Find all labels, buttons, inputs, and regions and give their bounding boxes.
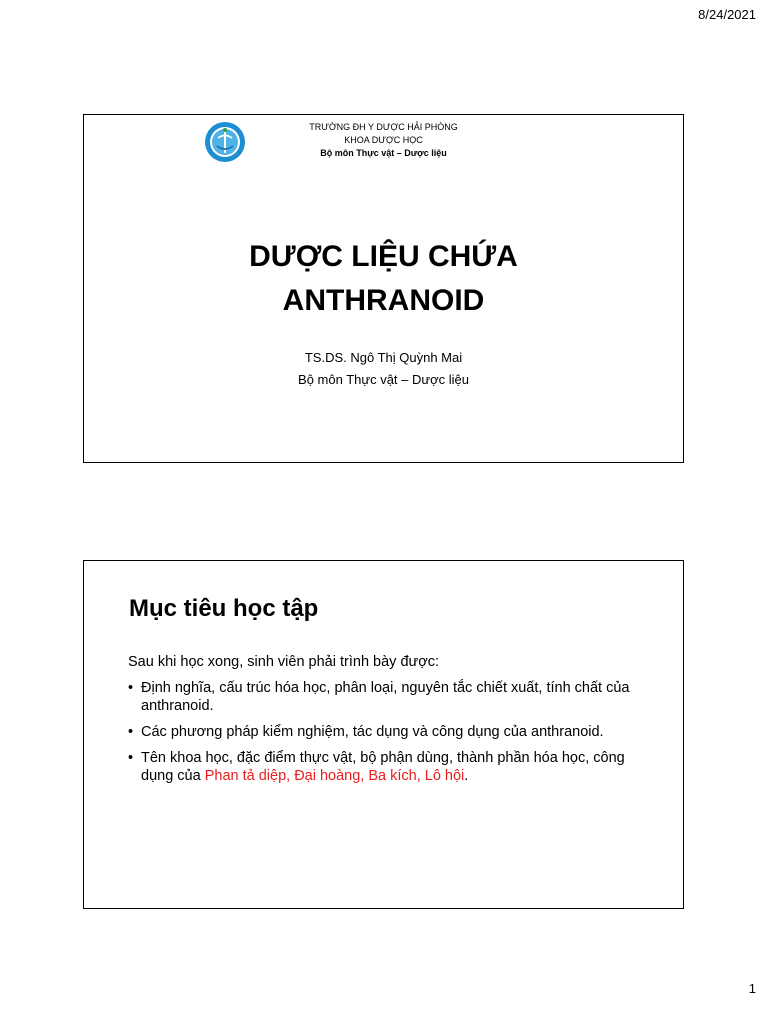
title-slide — [83, 114, 684, 463]
page-date: 8/24/2021 — [698, 7, 756, 22]
university-name: TRƯỜNG ĐH Y DƯỢC HẢI PHÒNG — [309, 122, 458, 132]
bullet-mark: • — [128, 680, 134, 696]
bullet-text: Các phương pháp kiểm nghiệm, tác dụng và công dụng của anthranoid. — [141, 724, 604, 740]
highlighted-herbs: Phan tả diệp, Đại hoàng, Ba kích, Lô hội — [204, 768, 465, 784]
title-line-2: ANTHRANOID — [282, 284, 485, 317]
list-item — [128, 679, 648, 715]
objectives-heading: Mục tiêu học tập — [129, 595, 319, 622]
objectives-list — [128, 679, 648, 785]
bullet-text: Định nghĩa, cấu trúc hóa học, phân loại, nguyên tắc chiết xuất, tính chất của anthranoid. — [141, 680, 630, 714]
author-name: TS.DS. Ngô Thị Quỳnh Mai — [304, 350, 463, 365]
title-line-1: DƯỢC LIỆU CHỨA — [249, 240, 518, 273]
bullet-text: Tên khoa học, đặc điểm thực vật, bộ phận dùng, thành phần hóa học, công dụng của — [141, 750, 625, 784]
list-item — [128, 749, 648, 785]
faculty-name: KHOA DƯỢC HỌC — [344, 135, 423, 145]
author-department: Bộ môn Thực vật – Dược liệu — [298, 372, 469, 387]
list-item — [128, 723, 648, 741]
author-block — [84, 347, 683, 391]
objectives-slide — [83, 560, 684, 909]
bullet-mark: • — [128, 750, 134, 766]
objectives-body — [128, 653, 648, 793]
objectives-intro: Sau khi học xong, sinh viên phải trình bày được: — [128, 654, 440, 670]
slide-title — [84, 235, 683, 323]
department-name: Bộ môn Thực vật – Dược liệu — [320, 148, 447, 158]
bullet-end: . — [464, 768, 469, 784]
institution-header — [84, 121, 683, 160]
page-number: 1 — [748, 981, 756, 996]
bullet-mark: • — [128, 724, 134, 740]
